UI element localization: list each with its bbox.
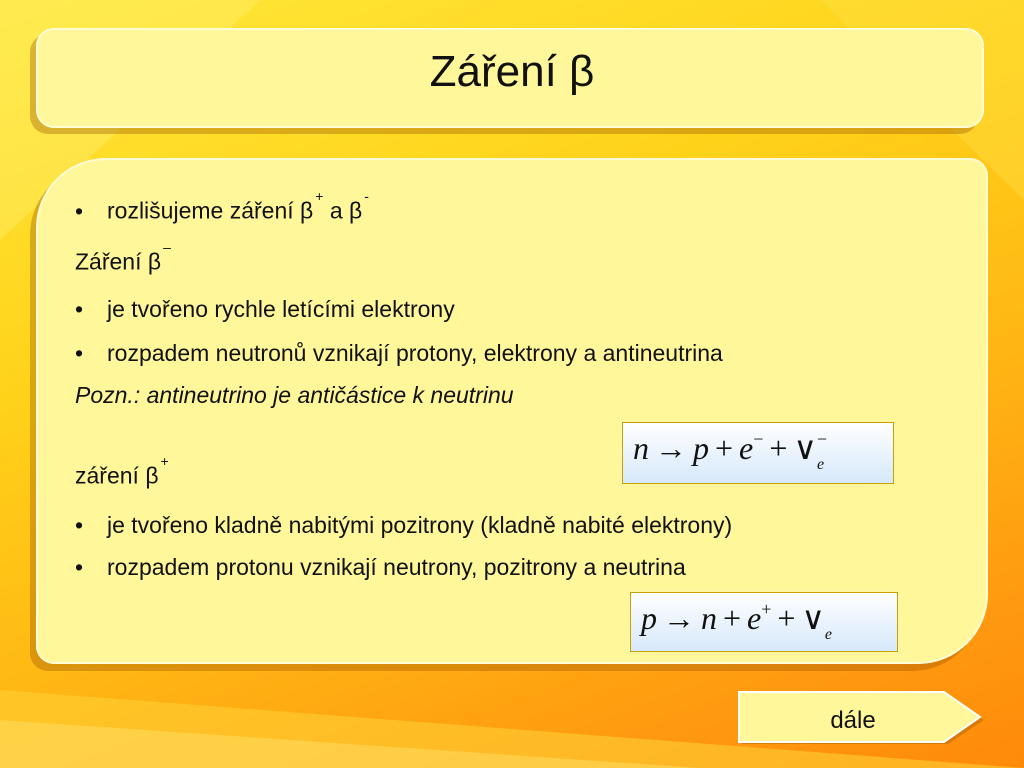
next-button-label: dále (830, 707, 876, 734)
bullet-item-neutron-decay: • rozpadem neutronů vznikají protony, elektrony a antineutrina (75, 340, 723, 366)
heading-beta-minus: Záření β– (75, 239, 171, 275)
bullet-marker: • (75, 197, 84, 224)
equation-beta-minus: $n \to p + e^- + \vee^-_e$ (622, 422, 894, 484)
bullet-marker: • (75, 296, 84, 322)
equation-beta-plus: $p \to n + e^+ + \vee_e$ (630, 592, 898, 652)
content-panel (36, 158, 988, 664)
bullet-marker: • (75, 512, 84, 538)
bullet-item-positrons: • je tvořeno kladně nabitými pozitrony (kladně nabité elektrony) (75, 512, 733, 538)
bullet-marker: • (75, 340, 84, 366)
bullet-item-electrons: • je tvořeno rychle letícími elektrony (75, 296, 455, 322)
note-antineutrino: Pozn.: antineutrino je antičástice k neutrinu (75, 382, 514, 408)
heading-beta-plus: záření β+ (75, 453, 169, 489)
bullet-marker: • (75, 554, 84, 580)
next-button[interactable] (738, 690, 988, 746)
slide-title: Záření β (429, 47, 595, 96)
bullet-item-proton-decay: • rozpadem protonu vznikají neutrony, pozitrony a neutrina (75, 554, 686, 580)
bullet-item-types: • rozlišujeme záření β+ a β- (75, 188, 369, 224)
